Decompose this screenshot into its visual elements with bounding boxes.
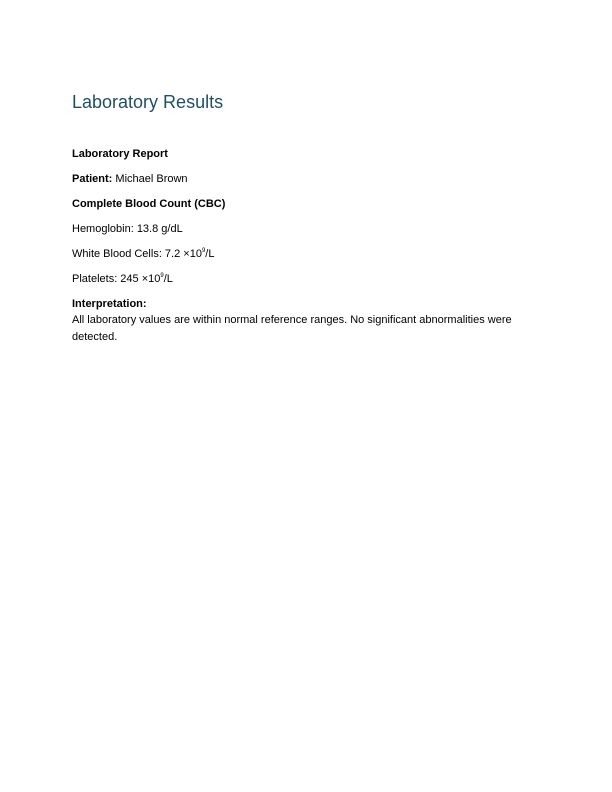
result-text: White Blood Cells: 7.2 ×10 xyxy=(72,248,202,260)
result-exponent: 9 xyxy=(160,273,164,279)
patient-name: Michael Brown xyxy=(115,173,188,185)
result-unit: /L xyxy=(163,273,173,285)
section-heading: Complete Blood Count (CBC) xyxy=(72,198,226,210)
result-white-blood-cells xyxy=(72,246,214,262)
patient-label: Patient: xyxy=(72,173,113,185)
interpretation-label: Interpretation: xyxy=(72,298,147,310)
interpretation-text: All laboratory values are within normal reference ranges. No significant abnormalities were detected. xyxy=(72,314,512,343)
patient-line xyxy=(72,171,188,187)
result-text: Platelets: 245 ×10 xyxy=(72,273,161,285)
result-unit: /L xyxy=(205,248,215,260)
page-title: Laboratory Results xyxy=(72,92,224,112)
result-platelets xyxy=(72,271,173,287)
result-hemoglobin xyxy=(72,221,183,237)
report-heading: Laboratory Report xyxy=(72,148,168,160)
result-text: Hemoglobin: 13.8 g/dL xyxy=(72,223,183,235)
result-exponent: 9 xyxy=(201,248,206,254)
